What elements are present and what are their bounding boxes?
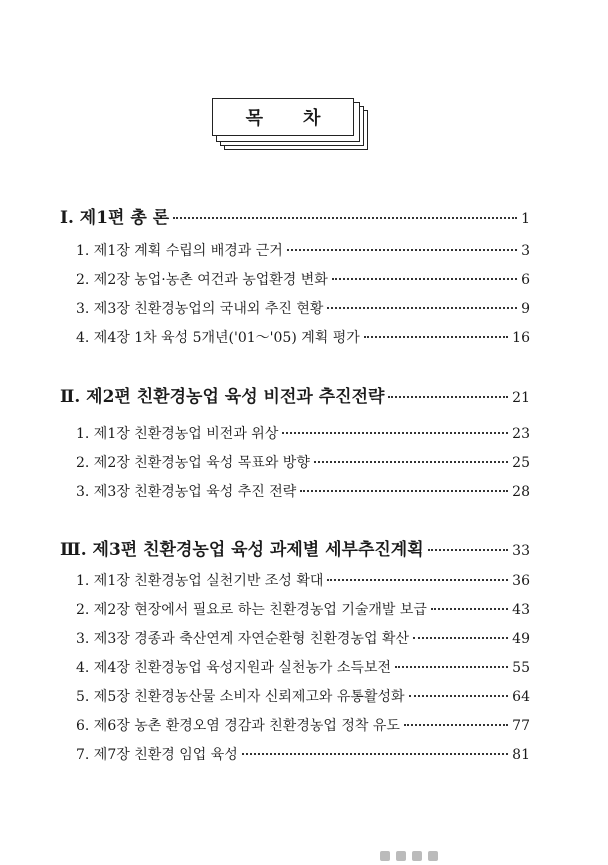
toc-page-number: 16 bbox=[512, 330, 530, 346]
toc-chapter-label: 3. 제3장 친환경농업의 국내외 추진 현황 bbox=[76, 301, 324, 317]
leader-dots bbox=[282, 432, 508, 434]
toc-chapter[interactable] bbox=[60, 715, 530, 735]
leader-dots bbox=[300, 490, 508, 492]
toc-section[interactable] bbox=[60, 203, 530, 228]
toc-chapter[interactable] bbox=[60, 423, 530, 443]
toc-section-label: Ⅰ. 제1편 총 론 bbox=[60, 208, 170, 228]
leader-dots bbox=[413, 637, 508, 639]
toc-page-number: 21 bbox=[512, 390, 530, 406]
toc-page-number: 23 bbox=[512, 426, 530, 442]
toc-chapter-label: 7. 제7장 친환경 임업 육성 bbox=[76, 747, 238, 763]
title-char: 목 bbox=[245, 108, 303, 129]
toc-chapter[interactable] bbox=[60, 628, 530, 648]
toc-chapter-label: 1. 제1장 친환경농업 비전과 위상 bbox=[76, 426, 279, 442]
toc-chapter[interactable] bbox=[60, 452, 530, 472]
leader-dots bbox=[409, 695, 509, 697]
toc-page-number: 49 bbox=[512, 631, 530, 647]
toc-page-number: 36 bbox=[512, 573, 530, 589]
toc-page-number: 3 bbox=[521, 243, 530, 259]
toc-chapter[interactable] bbox=[60, 298, 530, 318]
toc-chapter-label: 2. 제2장 친환경농업 육성 목표와 방향 bbox=[76, 455, 310, 471]
toc-page-number: 25 bbox=[512, 455, 530, 471]
toc-chapter[interactable] bbox=[60, 686, 530, 706]
footer-mark bbox=[412, 851, 422, 861]
toc-page-number: 77 bbox=[512, 718, 530, 734]
toc-chapter[interactable] bbox=[60, 269, 530, 289]
leader-dots bbox=[314, 461, 508, 463]
toc-chapter-label: 1. 제1장 친환경농업 실천기반 조성 확대 bbox=[76, 573, 324, 589]
footer-mark bbox=[380, 851, 390, 861]
leader-dots bbox=[332, 278, 517, 280]
toc-chapter-label: 3. 제3장 경종과 축산연계 자연순환형 친환경농업 확산 bbox=[76, 631, 409, 647]
toc-chapter[interactable] bbox=[60, 240, 530, 260]
toc-page-number: 1 bbox=[521, 211, 530, 227]
leader-dots bbox=[242, 753, 508, 755]
toc-chapter-label: 6. 제6장 농촌 환경오염 경감과 친환경농업 정착 유도 bbox=[76, 718, 400, 734]
leader-dots bbox=[428, 549, 509, 551]
toc-chapter[interactable] bbox=[60, 481, 530, 501]
toc-chapter[interactable] bbox=[60, 599, 530, 619]
toc-page-number: 81 bbox=[512, 747, 530, 763]
toc-section-label: Ⅲ. 제3편 친환경농업 육성 과제별 세부추진계획 bbox=[60, 540, 424, 560]
toc-chapter[interactable] bbox=[60, 570, 530, 590]
toc-chapter-label: 2. 제2장 농업·농촌 여건과 농업환경 변화 bbox=[76, 272, 328, 288]
toc-chapter-label: 1. 제1장 계획 수립의 배경과 근거 bbox=[76, 243, 283, 259]
toc-chapter[interactable] bbox=[60, 657, 530, 677]
toc-section[interactable] bbox=[60, 535, 530, 560]
page-footer-marks bbox=[380, 846, 480, 862]
toc-page-number: 33 bbox=[512, 543, 530, 559]
toc-page-number: 43 bbox=[512, 602, 530, 618]
toc-chapter-label: 4. 제4장 1차 육성 5개년('01～'05) 계획 평가 bbox=[76, 330, 360, 346]
toc-section[interactable] bbox=[60, 382, 530, 407]
title-char: 차 bbox=[303, 108, 361, 129]
leader-dots bbox=[388, 396, 508, 398]
toc-chapter-label: 4. 제4장 친환경농업 육성지원과 실천농가 소득보전 bbox=[76, 660, 391, 676]
leader-dots bbox=[173, 217, 517, 219]
toc-page-number: 55 bbox=[512, 660, 530, 676]
leader-dots bbox=[395, 666, 508, 668]
leader-dots bbox=[364, 336, 508, 338]
leader-dots bbox=[327, 579, 508, 581]
toc-section-label: Ⅱ. 제2편 친환경농업 육성 비전과 추진전략 bbox=[60, 387, 385, 407]
toc-chapter-label: 5. 제5장 친환경농산물 소비자 신뢰제고와 유통활성화 bbox=[76, 689, 405, 705]
toc-chapter[interactable] bbox=[60, 744, 530, 764]
toc-page-number: 64 bbox=[512, 689, 530, 705]
toc-page-number: 28 bbox=[512, 484, 530, 500]
footer-mark bbox=[428, 851, 438, 861]
leader-dots bbox=[287, 249, 517, 251]
toc-chapter-label: 2. 제2장 현장에서 필요로 하는 친환경농업 기술개발 보급 bbox=[76, 602, 427, 618]
toc-page-number: 6 bbox=[521, 272, 530, 288]
footer-mark bbox=[396, 851, 406, 861]
toc-chapter-label: 3. 제3장 친환경농업 육성 추진 전략 bbox=[76, 484, 297, 500]
leader-dots bbox=[404, 724, 508, 726]
leader-dots bbox=[327, 307, 517, 309]
toc-chapter[interactable] bbox=[60, 327, 530, 347]
page-title bbox=[212, 98, 361, 136]
toc-title-box bbox=[212, 98, 372, 150]
leader-dots bbox=[431, 608, 508, 610]
toc-page-number: 9 bbox=[521, 301, 530, 317]
